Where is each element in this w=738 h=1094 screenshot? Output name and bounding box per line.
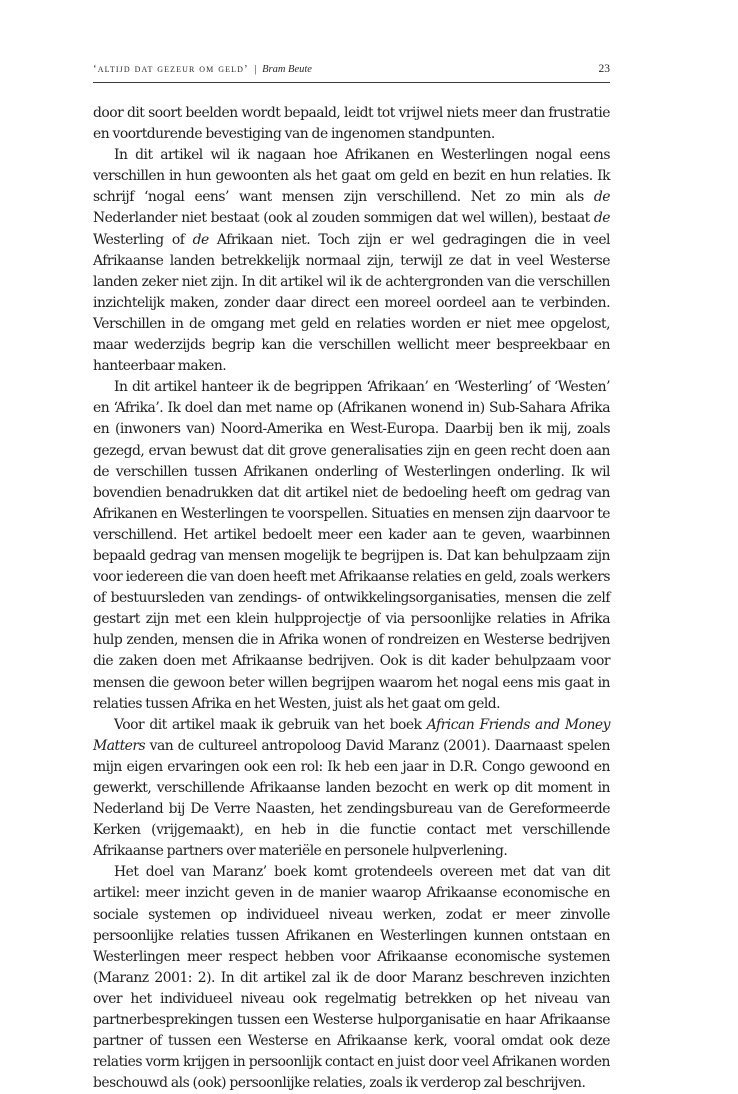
paragraph-text: van de cultureel antropoloog David Maranz (2001). Daarnaast spelen mijn eigen ervaringen ook een rol: Ik heb een jaar in D.R. Congo gewoond en gewerkt, verschillende Afrikaanse landen bezocht en werk op dit moment in Nederland bij De Verre Naasten, het zendingsbureau van de Gereformeerde Kerken (vrijgemaakt), en heb in die functie contact met verschillende Afrikaanse partners over materiële en personele hulpverlening. bbox=[93, 737, 610, 860]
paragraph bbox=[93, 715, 610, 863]
header-rule bbox=[93, 82, 610, 83]
paragraph-text: In dit artikel wil ik nagaan hoe Afrikanen en Westerlingen nogal eens verschillen in hun gewoonten als het gaat om geld en bezit en hun relaties. Ik schrijf ‘nogal eens’ want mensen zijn verschillend. Net zo min als bbox=[93, 147, 610, 206]
paragraph-text: Nederlander niet bestaat (ook al zouden sommigen dat wel willen), bestaat bbox=[93, 210, 594, 227]
paragraph-text: Het doel van Maranz’ boek komt grotendeels overeen met dat van dit artikel: meer inzicht geven in de manier waarop Afrikaanse economische en sociale systemen op individueel niveau werken, zodat er meer zinvolle persoonlijke relaties tussen Afrikanen en Westerlingen kunnen ontstaan en Westerlingen meer respect hebben voor Afrikaanse economische systemen (Maranz 2001: 2). In dit artikel zal ik de door Maranz beschreven inzichten over het individueel niveau ook regelmatig betrekken op het niveau van partnerbesprekingen tussen een Westerse hulporganisatie en haar Afrikaanse partner of tussen een Westerse en Afrikaanse kerk, vooral omdat ook deze relaties vorm krijgen in persoonlijk contact en juist door veel Afrikanen worden beschouwd als (ook) persoonlijke relaties, zoals ik verderop zal beschrijven. bbox=[93, 864, 610, 1092]
paragraph-text: door dit soort beelden wordt bepaald, leidt tot vrijwel niets meer dan frustratie en voortdurende bevestiging van de ingenomen standpunten. bbox=[93, 105, 610, 143]
paragraph-text: Westerling of bbox=[93, 231, 193, 248]
italic-text: African Friends and Money Matters bbox=[93, 716, 610, 754]
italic-text: de bbox=[593, 210, 610, 227]
page-number: 23 bbox=[598, 63, 610, 75]
paragraph-text: Voor dit artikel maak ik gebruik van het boek bbox=[114, 716, 427, 733]
italic-text: de bbox=[192, 231, 209, 248]
paragraph-text: Afrikaan niet. Toch zijn er wel gedragingen die in veel Afrikaanse landen betrekkelijk normaal zijn, terwijl ze dat in veel Westerse landen zeker niet zijn. In dit artikel wil ik de achtergronden van die verschillen inzichtelijk maken, zonder daar direct een moreel oordeel aan te verbinden. Verschillen in de omgang met geld en relaties worden er niet mee opgelost, maar wederzijds begrip kan die verschillen wellicht meer bespreekbaar en hanteerbaar maken. bbox=[93, 231, 611, 375]
paragraph-text: In dit artikel hanteer ik de begrippen ‘Afrikaan’ en ‘Westerling’ of ‘Westen’ en ‘Afrika’. Ik doel dan met name op (Afrikanen wonend in) Sub-Sahara Afrika en (inwoners van) Noord-Amerika en West-Europa. Daarbij ben ik mij, zoals gezegd, ervan bewust dat dit grove generalisaties zijn en geen recht doen aan de verschillen tussen Afrikanen onderling of Westerlingen onderling. Ik wil bovendien benadrukken dat dit artikel niet de bedoeling heeft om gedrag van Afrikanen en Westerlingen te voorspellen. Situaties en mensen zijn daarvoor te verschillend. Het artikel bedoelt meer een kader aan te geven, waarbinnen bepaald gedrag van mensen mogelijk te begrijpen is. Dat kan behulpzaam zijn voor iedereen die van doen heeft met Afrikaanse relaties en geld, zoals werkers of bestuursleden van zendings- of ontwikkelingsorganisaties, mensen die zelf gestart zijn met een klein hulpprojectje of via persoonlijke relaties in Afrika hulp zenden, mensen die in Afrika wonen of rondreizen en Westerse bedrijven die zaken doen met Afrikaanse bedrijven. Ook is dit kader behulpzaam voor mensen die gewoon beter willen begrijpen waarom het nogal eens mis gaat in relaties tussen Afrika en het Westen, juist als het gaat om geld. bbox=[93, 379, 610, 712]
body-text bbox=[93, 103, 610, 1094]
paragraph bbox=[93, 145, 610, 377]
header-separator: | bbox=[254, 64, 257, 75]
running-title-block bbox=[93, 63, 312, 75]
running-title: ‘altijd dat gezeur om geld’ bbox=[93, 63, 249, 75]
paragraph bbox=[93, 862, 610, 1094]
paragraph bbox=[93, 103, 610, 145]
running-author: Bram Beute bbox=[262, 64, 312, 75]
running-header bbox=[93, 63, 610, 79]
italic-text: de bbox=[593, 189, 610, 206]
paragraph bbox=[93, 377, 610, 715]
